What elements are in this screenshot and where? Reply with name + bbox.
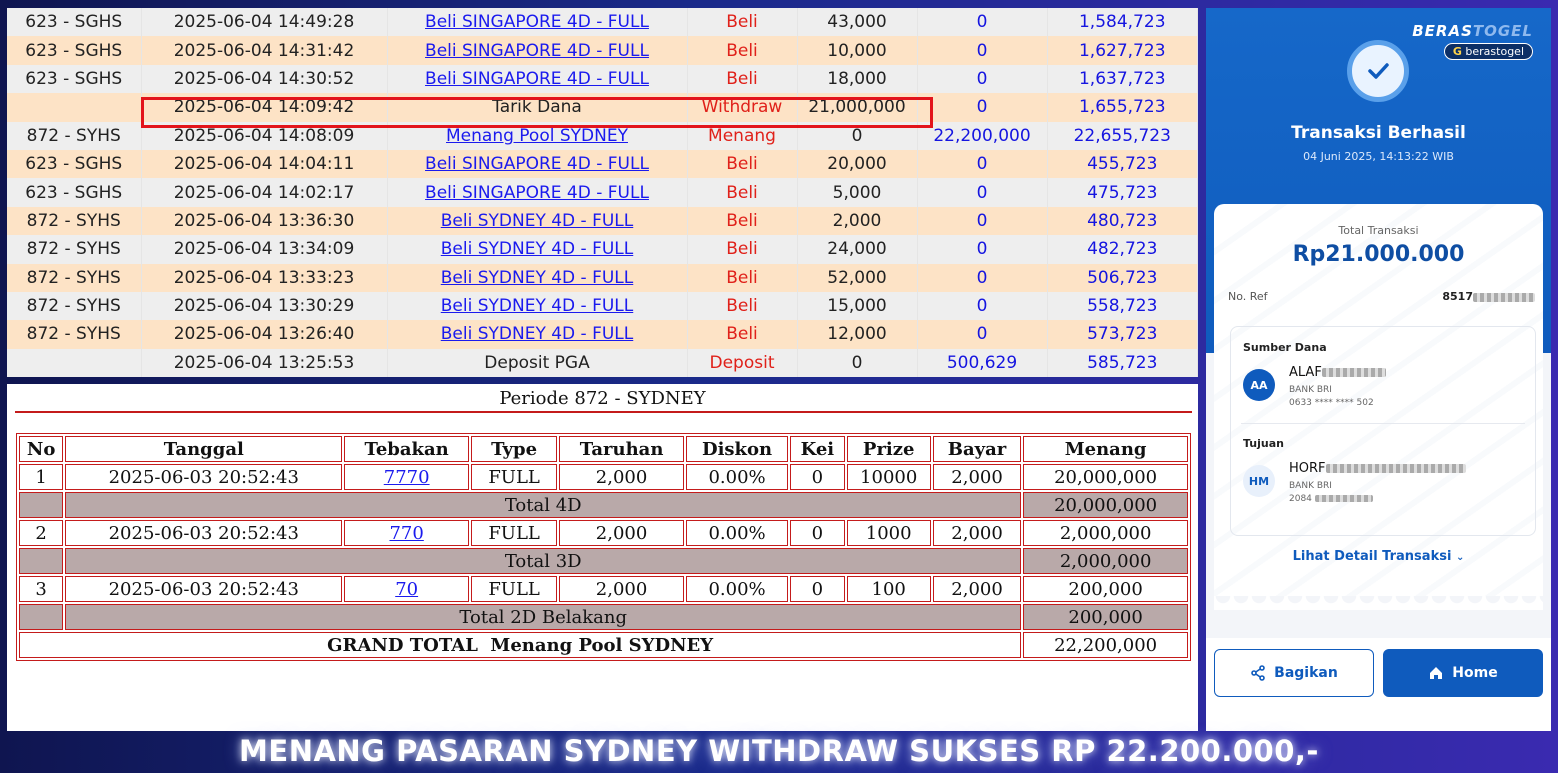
description-cell [387,65,687,93]
description-cell [387,207,687,235]
destination-account [1289,494,1373,504]
table-row [7,207,1198,235]
grand-total-label: GRAND TOTAL Menang Pool SYDNEY [19,632,1021,658]
time-cell: 2025-06-04 13:36:30 [141,207,387,235]
description-cell [387,36,687,64]
source-label: Sumber Dana [1243,341,1327,354]
kode-cell: 623 - SGHS [7,65,141,93]
masked-text [1326,464,1466,473]
share-icon [1250,665,1266,681]
receipt-date: 04 Juni 2025, 14:13:22 WIB [1303,150,1454,163]
table-row [7,8,1198,36]
description-text: Tarik Dana [492,97,582,118]
description-link[interactable]: Beli SYDNEY 4D - FULL [440,210,634,231]
table-row [7,349,1198,377]
prize-cell: 100 [847,576,931,602]
total-amount: Rp21.000.000 [1292,242,1465,267]
time-cell: 2025-06-04 14:04:11 [141,150,387,178]
debit-cell: 0 [797,349,917,377]
share-button[interactable] [1214,649,1374,697]
chevron-down-icon: ⌄ [1455,552,1465,563]
balance-cell: 558,723 [1047,292,1198,320]
subtotal-label: Total 3D [65,548,1021,574]
credit-cell: 22,200,000 [917,122,1047,150]
transaction-history-panel [7,8,1198,377]
description-cell [387,320,687,348]
ref-value-text: 8517 [1442,290,1473,303]
description-cell [387,150,687,178]
credit-cell: 0 [917,207,1047,235]
balance-cell: 475,723 [1047,178,1198,206]
type-cell: Beli [687,178,797,206]
source-name [1289,365,1386,380]
description-link[interactable]: Beli SYDNEY 4D - FULL [440,296,634,317]
kode-cell: 623 - SGHS [7,178,141,206]
time-cell: 2025-06-04 13:33:23 [141,264,387,292]
brand-pill-label: berastogel [1465,45,1524,58]
periode-divider [15,411,1192,413]
table-row [19,520,1188,546]
type-cell: Menang [687,122,797,150]
diskon-cell: 0.00% [686,520,788,546]
table-row [19,464,1188,490]
type-cell: FULL [471,576,557,602]
type-cell: Beli [687,320,797,348]
receipt-title: Transaksi Berhasil [1291,123,1466,143]
debit-cell: 20,000 [797,150,917,178]
debit-cell: 15,000 [797,292,917,320]
credit-cell: 0 [917,65,1047,93]
tebakan-cell [344,464,469,490]
description-cell [387,122,687,150]
prize-cell: 1000 [847,520,931,546]
total-label: Total Transaksi [1338,224,1419,237]
bayar-cell: 2,000 [933,520,1021,546]
balance-cell: 480,723 [1047,207,1198,235]
balance-cell: 1,655,723 [1047,93,1198,121]
guess-link[interactable]: 770 [389,522,424,544]
description-cell [387,235,687,263]
column-header: Type [471,436,557,462]
menang-cell: 200,000 [1023,576,1188,602]
kode-cell [7,349,141,377]
kode-cell [7,93,141,121]
type-cell: Withdraw [687,93,797,121]
type-cell: Beli [687,264,797,292]
balance-cell: 1,637,723 [1047,65,1198,93]
credit-cell: 0 [917,235,1047,263]
home-label: Home [1452,665,1498,681]
debit-cell: 21,000,000 [797,93,917,121]
taruhan-cell: 2,000 [559,520,684,546]
kode-cell: 872 - SYHS [7,292,141,320]
column-header: Kei [790,436,844,462]
description-cell [387,349,687,377]
debit-cell: 18,000 [797,65,917,93]
kode-cell: 872 - SYHS [7,264,141,292]
menang-cell: 20,000,000 [1023,464,1188,490]
destination-label: Tujuan [1243,437,1284,450]
share-label: Bagikan [1274,665,1338,681]
tanggal-cell: 2025-06-03 20:52:43 [65,520,342,546]
table-row [19,576,1188,602]
brand-logo [1412,22,1533,60]
column-header: Taruhan [559,436,684,462]
transaction-history-table [7,8,1198,377]
no-cell: 1 [19,464,63,490]
credit-cell: 0 [917,178,1047,206]
credit-cell: 0 [917,320,1047,348]
debit-cell: 12,000 [797,320,917,348]
type-cell: Beli [687,65,797,93]
column-header: Prize [847,436,931,462]
source-name-text: ALAF [1289,365,1322,380]
guess-link[interactable]: 7770 [383,466,430,488]
table-row [7,235,1198,263]
grand-total-value: 22,200,000 [1023,632,1188,658]
table-row [7,65,1198,93]
credit-cell: 0 [917,150,1047,178]
credit-cell: 0 [917,264,1047,292]
kei-cell: 0 [790,464,844,490]
transfer-receipt-screen [1206,8,1551,731]
type-cell: Beli [687,207,797,235]
source-account: 0633 **** **** 502 [1289,398,1374,408]
party-divider [1241,423,1525,424]
view-detail-link[interactable] [1214,549,1543,564]
avatar: AA [1243,369,1275,401]
time-cell: 2025-06-04 13:26:40 [141,320,387,348]
description-cell [387,93,687,121]
table-row [7,178,1198,206]
subtotal-value: 200,000 [1023,604,1188,630]
menang-cell: 2,000,000 [1023,520,1188,546]
time-cell: 2025-06-04 13:34:09 [141,235,387,263]
time-cell: 2025-06-04 14:08:09 [141,122,387,150]
debit-cell: 43,000 [797,8,917,36]
no-cell: 3 [19,576,63,602]
time-cell: 2025-06-04 14:31:42 [141,36,387,64]
kode-cell: 872 - SYHS [7,207,141,235]
time-cell: 2025-06-04 13:25:53 [141,349,387,377]
home-button[interactable] [1383,649,1543,697]
column-header: Tanggal [65,436,342,462]
source-bank: BANK BRI [1289,385,1332,395]
subtotal-value: 20,000,000 [1023,492,1188,518]
debit-cell: 24,000 [797,235,917,263]
destination-name [1289,461,1466,476]
description-cell [387,292,687,320]
time-cell: 2025-06-04 14:09:42 [141,93,387,121]
type-cell: Beli [687,8,797,36]
description-link[interactable]: Beli SYDNEY 4D - FULL [440,239,634,260]
type-cell: Beli [687,36,797,64]
debit-cell: 10,000 [797,36,917,64]
subtotal-label: Total 2D Belakang [65,604,1021,630]
table-row [7,292,1198,320]
balance-cell: 1,584,723 [1047,8,1198,36]
description-link[interactable]: Beli SYDNEY 4D - FULL [440,267,634,288]
ref-value [1442,290,1535,303]
home-icon [1428,665,1444,681]
table-row [7,264,1198,292]
subtotal-label: Total 4D [65,492,1021,518]
kei-cell: 0 [790,520,844,546]
tanggal-cell: 2025-06-03 20:52:43 [65,464,342,490]
time-cell: 2025-06-04 14:49:28 [141,8,387,36]
win-detail-panel [7,384,1198,731]
diskon-cell: 0.00% [686,576,788,602]
time-cell: 2025-06-04 13:30:29 [141,292,387,320]
debit-cell: 2,000 [797,207,917,235]
kei-cell: 0 [790,576,844,602]
table-row [7,122,1198,150]
kode-cell: 623 - SGHS [7,36,141,64]
subtotal-row [19,604,1188,630]
destination-name-text: HORF [1289,461,1326,476]
type-cell: FULL [471,464,557,490]
column-header: Bayar [933,436,1021,462]
kode-cell: 623 - SGHS [7,8,141,36]
avatar: HM [1243,465,1275,497]
table-row [7,36,1198,64]
taruhan-cell: 2,000 [559,464,684,490]
balance-cell: 1,627,723 [1047,36,1198,64]
description-cell [387,178,687,206]
masked-text [1322,368,1386,377]
credit-cell: 0 [917,36,1047,64]
description-link[interactable]: Beli SINGAPORE 4D - FULL [425,68,649,89]
balance-cell: 455,723 [1047,150,1198,178]
description-link[interactable]: Beli SINGAPORE 4D - FULL [425,154,649,175]
type-cell: Beli [687,292,797,320]
tebakan-cell [344,520,469,546]
masked-text [1315,495,1373,502]
promo-banner: MENANG PASARAN SYDNEY WITHDRAW SUKSES RP 22.200.000,- [239,734,1319,768]
table-row [7,150,1198,178]
subtotal-spacer [19,604,63,630]
subtotal-spacer [19,492,63,518]
type-cell: Beli [687,235,797,263]
tanggal-cell: 2025-06-03 20:52:43 [65,576,342,602]
description-link[interactable]: Beli SINGAPORE 4D - FULL [425,40,649,61]
balance-cell: 482,723 [1047,235,1198,263]
win-detail-table [16,433,1191,661]
kode-cell: 623 - SGHS [7,150,141,178]
debit-cell: 0 [797,122,917,150]
type-cell: FULL [471,520,557,546]
kode-cell: 872 - SYHS [7,122,141,150]
column-header: Menang [1023,436,1188,462]
description-link[interactable]: Beli SYDNEY 4D - FULL [440,324,634,345]
time-cell: 2025-06-04 14:02:17 [141,178,387,206]
description-link[interactable]: Beli SINGAPORE 4D - FULL [425,12,649,33]
ref-label: No. Ref [1228,290,1268,303]
debit-cell: 5,000 [797,178,917,206]
periode-title: Periode 872 - SYDNEY [499,388,706,409]
type-cell: Deposit [687,349,797,377]
receipt-scallop-edge [1214,596,1543,610]
party-box [1230,326,1536,536]
column-header: Diskon [686,436,788,462]
tebakan-cell [344,576,469,602]
debit-cell: 52,000 [797,264,917,292]
prize-cell: 10000 [847,464,931,490]
description-link[interactable]: Beli SINGAPORE 4D - FULL [425,182,649,203]
credit-cell: 0 [917,93,1047,121]
destination-account-text: 2084 [1289,494,1312,504]
no-cell: 2 [19,520,63,546]
table-row [7,320,1198,348]
time-cell: 2025-06-04 14:30:52 [141,65,387,93]
column-header: No [19,436,63,462]
description-cell [387,8,687,36]
description-text: Deposit PGA [484,352,590,373]
brand-logo-text-faint: TOGEL [1472,22,1533,40]
guess-link[interactable]: 70 [395,578,419,600]
bayar-cell: 2,000 [933,464,1021,490]
grand-total-row [19,632,1188,658]
balance-cell: 22,655,723 [1047,122,1198,150]
kode-cell: 872 - SYHS [7,235,141,263]
diskon-cell: 0.00% [686,464,788,490]
subtotal-value: 2,000,000 [1023,548,1188,574]
destination-bank: BANK BRI [1289,481,1332,491]
balance-cell: 506,723 [1047,264,1198,292]
bayar-cell: 2,000 [933,576,1021,602]
balance-cell: 585,723 [1047,349,1198,377]
table-row [7,93,1198,121]
success-check-icon [1347,40,1409,102]
column-header: Tebakan [344,436,469,462]
ref-row [1228,290,1535,303]
receipt-actions [1206,638,1551,731]
credit-cell: 0 [917,292,1047,320]
credit-cell: 0 [917,8,1047,36]
balance-cell: 573,723 [1047,320,1198,348]
view-detail-label: Lihat Detail Transaksi [1292,549,1452,564]
description-link[interactable]: Menang Pool SYDNEY [446,125,628,146]
subtotal-row [19,492,1188,518]
receipt-card [1214,204,1543,604]
subtotal-spacer [19,548,63,574]
brand-logo-text: BERAS [1412,22,1473,40]
taruhan-cell: 2,000 [559,576,684,602]
type-cell: Beli [687,150,797,178]
subtotal-row [19,548,1188,574]
credit-cell: 500,629 [917,349,1047,377]
description-cell [387,264,687,292]
brand-pill: G berastogel [1444,43,1533,60]
masked-text [1473,293,1535,302]
kode-cell: 872 - SYHS [7,320,141,348]
